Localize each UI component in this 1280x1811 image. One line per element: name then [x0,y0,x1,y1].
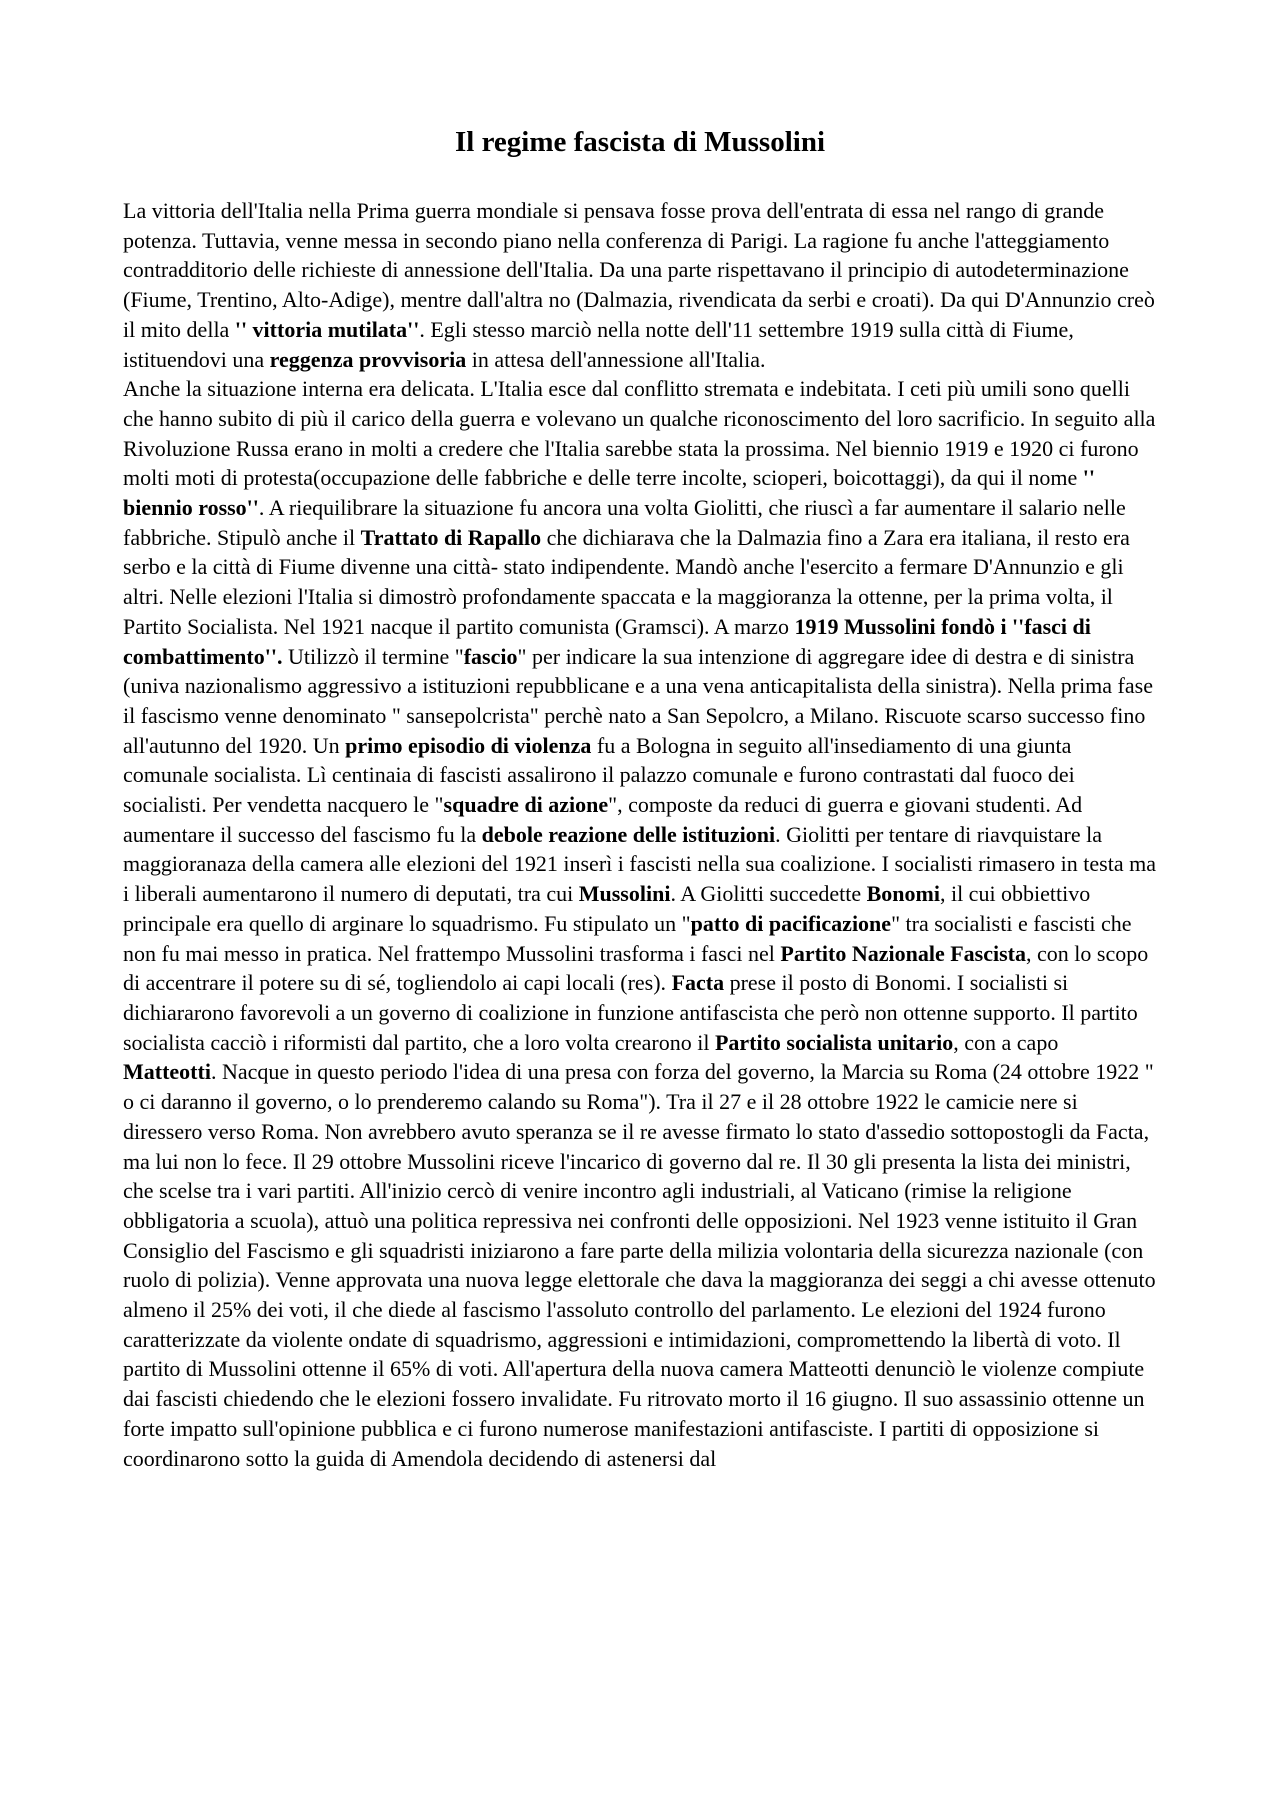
text-run: " per indicare la sua intenzione di aggregare idee di destra e di sinistra (univa nazionalismo aggressivo a istituzioni repubblicane e a una vena anticapitalista della sinistra). Nella prima fase il fascismo venne denominato " sansepolcrista" perchè nato a San Sepolcro, a Milano. Riscuote scarso successo fino all'autunno del 1920. Un [123,643,1153,758]
bold-text: Mussolini [578,881,671,907]
bold-text: Trattato di Rapallo [360,524,542,550]
text-run: . Egli stesso marciò nella notte dell'11 settembre 1919 sulla città di Fiume, istituendovi una [123,316,1074,372]
bold-text: Matteotti [123,1059,211,1085]
bold-text: Facta [671,970,725,996]
bold-text: fascio [463,643,518,669]
text-run: " tra socialisti e fascisti che non fu mai messo in pratica. Nel frattempo Mussolini trasforma i fasci nel [123,910,1132,966]
document-title: Il regime fascista di Mussolini [454,126,826,158]
bold-text: Bonomi [866,881,940,907]
text-run: fu a Bologna in seguito all'insediamento di una giunta comunale socialista. Lì centinaia di fascisti assalirono il palazzo comunale e furono contrastati dal fuoco dei socialisti. Per vendetta nacquero le " [123,732,1075,818]
bold-text: reggenza provvisoria [269,346,467,372]
text-run: . A Giolitti succedette [670,881,867,907]
text-run: Utilizzò il termine " [282,643,464,669]
text-run: prese il posto di Bonomi. I socialisti si dichiararono favorevoli a un governo di coalizione in funzione antifascista che però non ottenne supporto. Il partito socialista cacciò i riformisti dal partito, che a loro volta crearono il [123,970,1138,1055]
bold-text: primo episodio di violenza [345,732,592,758]
bold-text: squadre di azione [443,792,609,818]
bold-text: debole reazione delle istituzioni [481,821,776,847]
text-run: in attesa dell'annessione all'Italia. [466,346,766,372]
bold-text: '' biennio rosso'' [123,465,1095,521]
bold-text: '' vittoria mutilata'' [234,316,420,342]
text-run: Anche la situazione interna era delicata. L'Italia esce dal conflitto stremata e indebitata. I ceti più umili sono quelli che hanno subito di più il carico della guerra e volevano un qualche riconoscimento del loro sacrificio. In seguito alla Rivoluzione Russa erano in molti a credere che l'Italia sarebbe stata la prossima. Nel biennio 1919 e 1920 ci furono molti moti di protesta(occupazione delle fabbriche e delle terre incolte, scioperi, boicottaggi), da qui il nome [123,376,1156,491]
text-run: La vittoria dell'Italia nella Prima guerra mondiale si pensava fosse prova dell'entrata di essa nel rango di grande potenza. Tuttavia, venne messa in secondo piano nella conferenza di Parigi. La ragione fu anche l'atteggiamento contradditorio delle richieste di annessione dell'Italia. Da una parte rispettavano il principio di autodeterminazione (Fiume, Trentino, Alto-Adige), mentre dall'altra no (Dalmazia, rivendicata da serbi e croati). Da qui D'Annunzio creò il mito della [123,198,1155,342]
bold-text: patto di pacificazione [690,910,892,936]
text-run: ", composte da reduci di guerra e giovani studenti. Ad aumentare il successo del fascismo fu la [123,792,1083,847]
text-run: . Nacque in questo periodo l'idea di una presa con forza del governo, la Marcia su Roma (24 ottobre 1922 " o ci daranno il governo, o lo prenderemo calando su Roma"). Tra il 27 e il 28 ottobre 1922 le camicie nere si diressero verso Roma. Non avrebbero avuto speranza se il re avesse firmato lo stato d'assedio sottopostogli da Facta, ma lui non lo fece. Il 29 ottobre Mussolini riceve l'incarico di governo dal re. Il 30 gli presenta la lista dei ministri, che scelse tra i vari partiti. All'inizio cercò di venire incontro agli industriali, al Vaticano (rimise la religione obbligatoria a scuola), attuò una politica repressiva nei confronti delle opposizioni. Nel 1923 venne istituito il Gran Consiglio del Fascismo e gli squadristi iniziarono a fare parte della milizia volontaria della sicurezza nazionale (con ruolo di polizia). Venne approvata una nuova legge elettorale che dava la maggioranza dei seggi a chi avesse ottenuto almeno il 25% dei voti, il che diede al fascismo l'assoluto controllo del parlamento. Le elezioni del 1924 furono caratterizzate da violente ondate di squadrismo, aggressioni e intimidazioni, compromettendo la libertà di voto. Il partito di Mussolini ottenne il 65% di voti. All'apertura della nuova camera Matteotti denunciò le violenze compiute dai fascisti chiedendo che le elezioni fossero invalidate. Fu ritrovato morto il 16 giugno. Il suo assassinio ottenne un forte impatto sull'opinione pubblica e ci furono numerose manifestazioni antifasciste. I partiti di opposizione si coordinarono sotto la guida di Amendola decidendo di astenersi dal [123,1059,1156,1471]
paragraph [123,196,1157,374]
bold-text: 1919 Mussolini fondò i ''fasci di combattimento''. [123,613,1091,669]
text-run: che dichiarava che la Dalmazia fino a Zara era italiana, il resto era serbo e la città di Fiume divenne una città- stato indipendente. Mandò anche l'esercito a fermare D'Annunzio e gli altri. Nelle elezioni l'Italia si dimostrò profondamente spaccata e la maggioranza la ottenne, per la prima volta, il Partito Socialista. Nel 1921 nacque il partito comunista (Gramsci). A marzo [123,524,1130,639]
text-run: , con a capo [953,1029,1059,1055]
text-run: , con lo scopo di accentrare il potere su di sé, togliendolo ai capi locali (res). [123,940,1149,996]
paragraph [123,374,1157,1473]
bold-text: Partito Nazionale Fascista [780,940,1026,966]
text-run: . Giolitti per tentare di riavquistare la maggioranaza della camera alle elezioni del 1921 inserì i fascisti nella sua coalizione. I socialisti rimasero in testa ma i liberali aumentarono il numero di deputati, tra cui [123,821,1156,907]
document-body [123,196,1157,1473]
bold-text: Partito socialista unitario [714,1029,954,1055]
text-run: , il cui obbiettivo principale era quello di arginare lo squadrismo. Fu stipulato un " [123,881,1091,936]
text-run: . A riequilibrare la situazione fu ancora una volta Giolitti, che riuscì a far aumentare il salario nelle fabbriche. Stipulò anche il [123,495,1126,550]
